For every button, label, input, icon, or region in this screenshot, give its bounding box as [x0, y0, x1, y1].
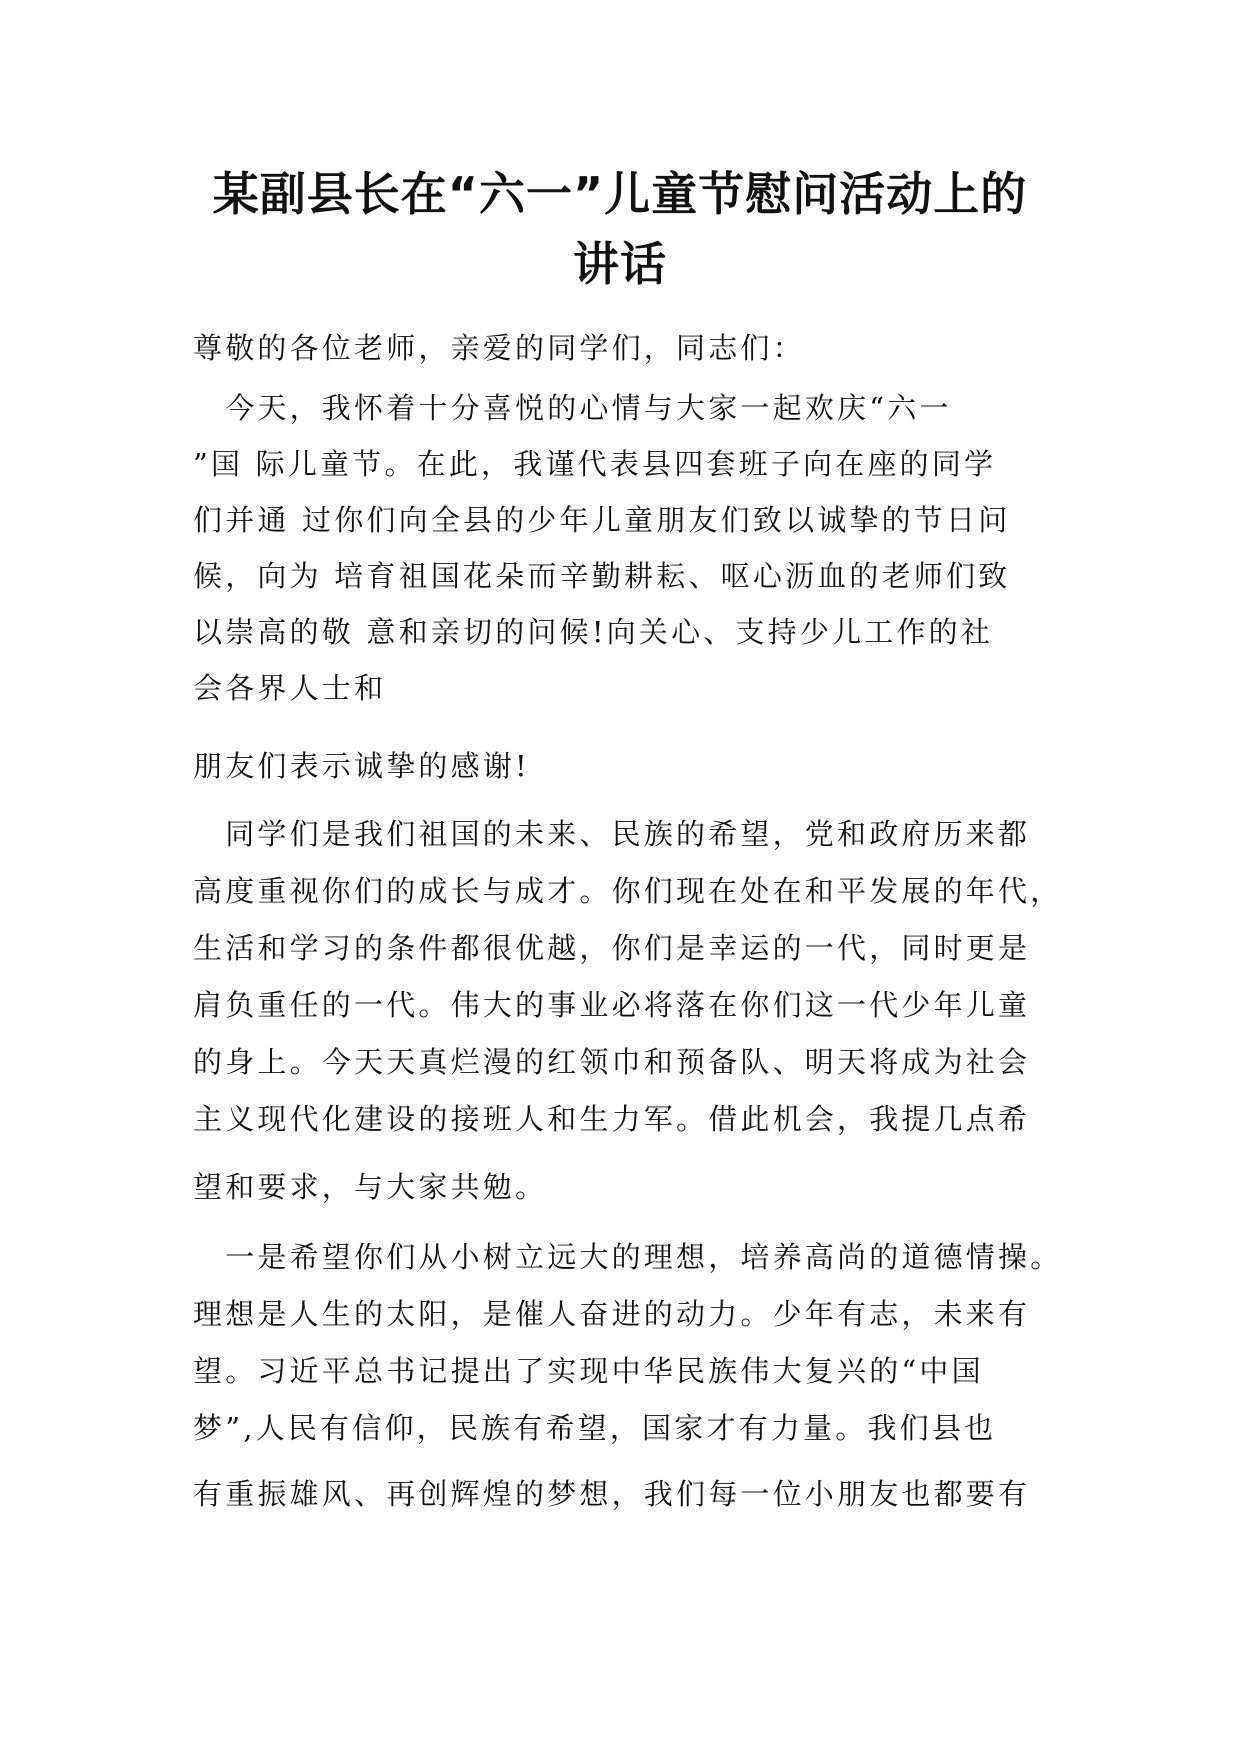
body-line: 候，向为 培育祖国花朵而辛勤耕耘、呕心沥血的老师们致 [193, 559, 1011, 593]
body-line: 主义现代化建设的接班人和生力军。借此机会，我提几点希 [193, 1102, 1031, 1136]
body-line: 望。习近平总书记提出了实现中华民族伟大复兴的“中国 [193, 1354, 984, 1388]
document-title-line-2: 讲话 [573, 237, 667, 291]
body-line: 一是希望你们从小树立远大的理想，培养高尚的道德情操。 [193, 1240, 1063, 1274]
body-line: 有重振雄风、再创辉煌的梦想，我们每一位小朋友也都要有 [193, 1477, 1031, 1511]
body-line: 望和要求，与大家共勉。 [193, 1170, 548, 1204]
body-line: 理想是人生的太阳，是催人奋进的动力。少年有志，未来有 [193, 1297, 1031, 1331]
body-line: 生活和学习的条件都很优越，你们是幸运的一代，同时更是 [193, 931, 1031, 965]
body-line: 今天，我怀着十分喜悦的心情与大家一起欢庆“六一 [193, 391, 952, 425]
body-line: 同学们是我们祖国的未来、民族的希望，党和政府历来都 [193, 817, 1031, 851]
body-line: 的身上。今天天真烂漫的红领巾和预备队、明天将成为社会 [193, 1045, 1031, 1079]
body-line: 高度重视你们的成长与成才。你们现在处在和平发展的年代， [193, 874, 1063, 908]
body-line: 梦”,人民有信仰，民族有希望，国家才有力量。我们县也 [193, 1411, 997, 1445]
body-line: 朋友们表示诚挚的感谢! [193, 749, 530, 783]
body-line: 肩负重任的一代。伟大的事业必将落在你们这一代少年儿童 [193, 988, 1031, 1022]
salutation-line: 尊敬的各位老师，亲爱的同学们，同志们： [193, 331, 805, 365]
body-line: ”国 际儿童节。在此，我谨代表县四套班子向在座的同学 [193, 447, 997, 481]
body-line: 以崇高的敬 意和亲切的问候!向关心、支持少儿工作的社 [193, 615, 994, 649]
document-title-line-1: 某副县长在“六一”儿童节慰问活动上的 [212, 167, 1028, 221]
body-line: 们并通 过你们向全县的少年儿童朋友们致以诚挚的节日问 [193, 503, 1011, 537]
body-line: 会各界人士和 [193, 671, 387, 705]
